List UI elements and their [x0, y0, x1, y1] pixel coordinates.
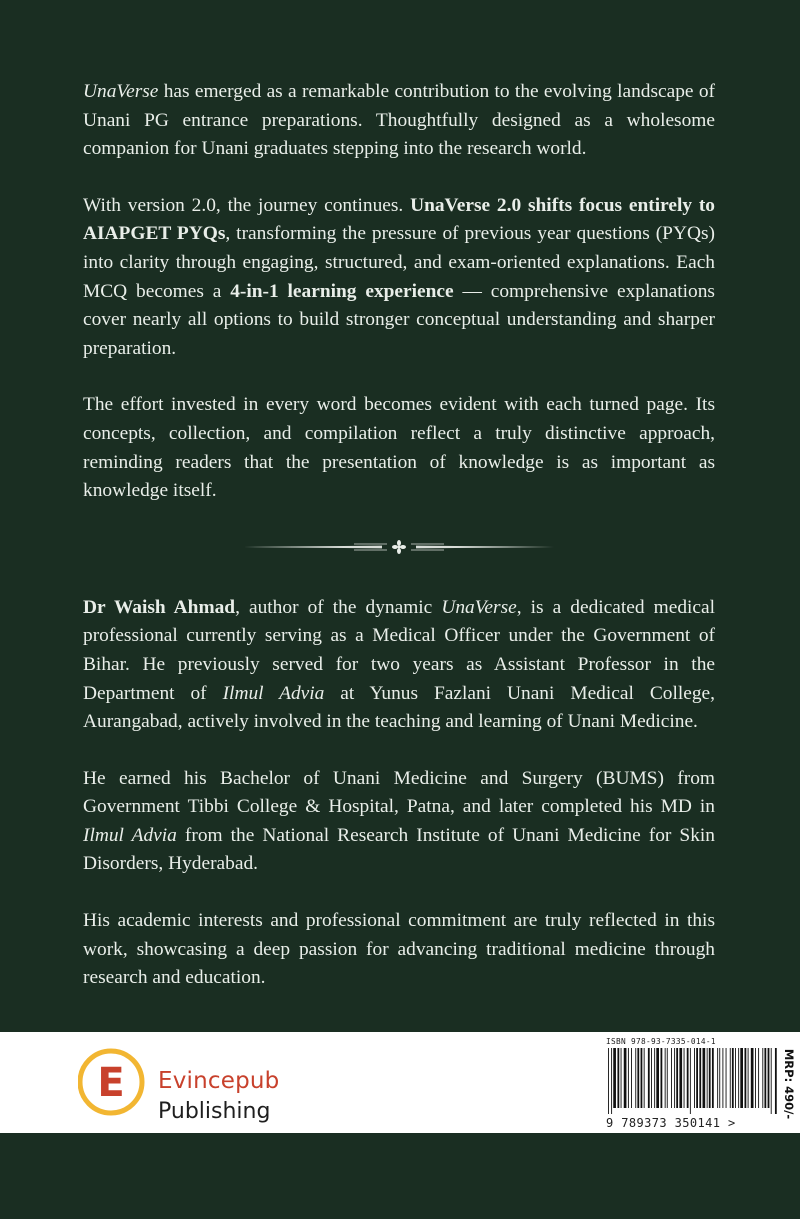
blurb-paragraph-1: UnaVerse has emerged as a remarkable contribution to the evolving landscape of Unani PG entrance preparations. Thoughtfully designed as a wholesome companion for Unani graduates stepping into the research world.	[83, 81, 715, 160]
barcode-bar	[762, 1048, 763, 1108]
barcode-bar	[717, 1048, 718, 1108]
barcode-bar	[631, 1048, 632, 1108]
barcode-bar	[635, 1048, 636, 1108]
barcode-bar	[687, 1048, 689, 1108]
ornament-divider	[244, 540, 554, 554]
barcode	[606, 1048, 777, 1114]
barcode-bar	[764, 1048, 766, 1108]
title-italic: UnaVerse	[83, 81, 159, 102]
barcode-bar	[696, 1048, 698, 1108]
logo-letter: E	[97, 1060, 125, 1106]
barcode-bar	[674, 1048, 675, 1108]
author-paragraph-3: His academic interests and professional commitment are truly reflected in this work, showcasing a deep passion for advancing traditional medicine through research and education.	[83, 910, 715, 989]
barcode-bar	[628, 1048, 629, 1108]
barcode-bar	[656, 1048, 659, 1108]
barcode-bar	[709, 1048, 711, 1108]
ornament-divider-icon	[244, 540, 554, 554]
barcode-bar	[726, 1048, 727, 1108]
barcode-bar	[641, 1048, 643, 1108]
barcode-bar	[671, 1048, 672, 1108]
publisher-brand: Evincepub	[158, 1068, 280, 1094]
barcode-bar	[676, 1048, 678, 1108]
barcode-bar	[679, 1048, 682, 1108]
barcode-bar	[738, 1048, 739, 1108]
barcode-bar	[608, 1048, 609, 1114]
barcode-bar	[703, 1048, 706, 1108]
blurb-paragraph-2: With version 2.0, the journey continues. UnaVerse 2.0 shifts focus entirely to AIAPGET PYQs, transforming the pressure of previous year questions (PYQs) into clarity through engaging, structured, and exam-oriented explanations. Each MCQ becomes a 4-in-1 learning experience — comprehensive explanations cover nearly all options to build stronger conceptual understanding and sharper preparation.	[83, 194, 715, 359]
barcode-bar	[648, 1048, 650, 1108]
barcode-bar	[613, 1048, 616, 1108]
barcode-number: 9 789373 350141 >	[606, 1116, 736, 1130]
barcode-bar	[712, 1048, 714, 1108]
barcode-bar	[748, 1048, 749, 1108]
barcode-bar	[690, 1048, 691, 1114]
author-paragraph-2: He earned his Bachelor of Unani Medicine and Surgery (BUMS) from Government Tibbi College & Hospital, Patna, and later completed his MD in Ilmul Advia from the National Research Institute of Unani Medicine for Skin Disorders, Hyderabad.	[83, 767, 715, 875]
barcode-bar	[719, 1048, 720, 1108]
barcode-bar	[771, 1048, 772, 1114]
barcode-bar	[651, 1048, 652, 1108]
barcode-bar	[768, 1048, 770, 1108]
barcode-bar	[732, 1048, 734, 1108]
barcode-bar	[730, 1048, 731, 1108]
barcode-bar	[624, 1048, 627, 1108]
barcode-bar	[758, 1048, 759, 1108]
barcode-bar	[735, 1048, 736, 1108]
publisher-logo-icon	[78, 1044, 148, 1120]
barcode-bar	[707, 1048, 708, 1108]
barcode-bar	[611, 1048, 612, 1114]
publisher-sub: Publishing	[158, 1099, 271, 1124]
barcode-bar	[637, 1048, 639, 1108]
barcode-bar	[654, 1048, 655, 1108]
barcode-bar	[775, 1048, 777, 1114]
author-paragraph-1: Dr Waish Ahmad, author of the dynamic UnaVerse, is a dedicated medical professional currently serving as a Medical Officer under the Government of Bihar. He previously served for two years as Assistant Professor in the Department of Ilmul Advia at Yunus Fazlani Unani Medical College, Aurangabad, actively involved in the teaching and learning of Unani Medicine.	[83, 596, 715, 733]
author-bio	[83, 594, 715, 993]
barcode-bar	[644, 1048, 645, 1108]
back-cover-text	[83, 78, 715, 993]
barcode-bar	[699, 1048, 701, 1108]
barcode-bar	[755, 1048, 756, 1108]
publisher-logo	[78, 1044, 278, 1124]
barcode-bar	[722, 1048, 723, 1108]
footer-band	[0, 1032, 800, 1133]
barcode-bar	[745, 1048, 747, 1108]
barcode-bar	[694, 1048, 695, 1108]
barcode-bar	[621, 1048, 622, 1108]
blurb-paragraph-3: The effort invested in every word becomes evident with each turned page. Its concepts, collection, and compilation reflect a truly distinctive approach, reminding readers that the presentation of knowledge is as important as knowledge itself.	[83, 394, 715, 502]
barcode-bar	[661, 1048, 663, 1108]
isbn-label: ISBN 978-93-7335-014-1	[606, 1037, 716, 1046]
barcode-bar	[667, 1048, 668, 1108]
barcode-bar	[665, 1048, 666, 1108]
barcode-bar	[751, 1048, 754, 1108]
barcode-bar	[617, 1048, 619, 1108]
price-label: MRP: 490/-	[782, 1048, 796, 1120]
barcode-bar	[740, 1048, 743, 1108]
barcode-bar	[684, 1048, 685, 1108]
